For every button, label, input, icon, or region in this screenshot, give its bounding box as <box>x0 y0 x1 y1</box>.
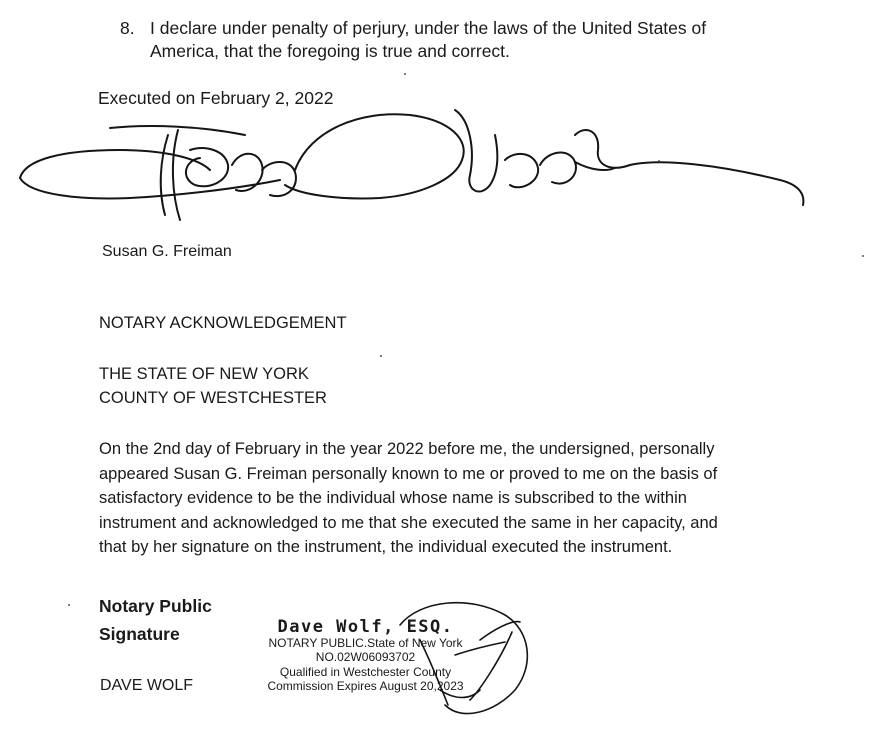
venue-block <box>99 362 327 410</box>
declaration-line-1: I declare under penalty of perjury, under the laws of the United States of <box>150 18 707 38</box>
speck <box>380 355 382 357</box>
ack-line: On the 2nd day of February in the year 2022 before me, the undersigned, personally <box>99 440 715 458</box>
notary-label-line-2: Signature <box>99 624 180 644</box>
ack-line: appeared Susan G. Freiman personally known to me or proved to me on the basis of <box>99 464 718 483</box>
speck <box>68 604 70 606</box>
stamp-line-1: NOTARY PUBLIC.State of New York <box>268 635 463 650</box>
venue-county: COUNTY OF WESTCHESTER <box>99 389 327 407</box>
speck <box>658 160 660 162</box>
notary-label-line-1: Notary Public <box>99 596 212 616</box>
ack-line: that by her signature on the instrument, the individual executed the instrument. <box>99 538 673 556</box>
declaration-line-2: America, that the foregoing is true and correct. <box>150 41 510 61</box>
stamp-line-4: Commission Expires August 20,2023 <box>267 679 464 693</box>
acknowledgement-paragraph <box>99 437 779 560</box>
executed-date: Executed on February 2, 2022 <box>98 88 334 108</box>
ack-line: instrument and acknowledged to me that she executed the same in her capacity, and <box>99 513 718 532</box>
signer-printed-name: Susan G. Freiman <box>102 243 232 260</box>
speck <box>862 255 864 257</box>
stamp-name: Dave Wolf, ESQ. <box>277 617 454 637</box>
ack-line: satisfactory evidence to be the individual whose name is subscribed to the within <box>99 489 687 507</box>
notary-heading: NOTARY ACKNOWLEDGEMENT <box>99 314 347 332</box>
declaration-paragraph <box>120 17 780 63</box>
stamp-line-3: Qualified in Westchester County <box>279 664 452 679</box>
declaration-number: 8. <box>120 18 135 38</box>
notary-stamp <box>258 617 473 694</box>
venue-state: THE STATE OF NEW YORK <box>99 365 309 383</box>
speck <box>404 73 406 75</box>
stamp-line-2: NO.02W06093702 <box>315 650 416 664</box>
notary-signature-label <box>99 592 212 648</box>
notary-printed-name: DAVE WOLF <box>100 677 194 694</box>
